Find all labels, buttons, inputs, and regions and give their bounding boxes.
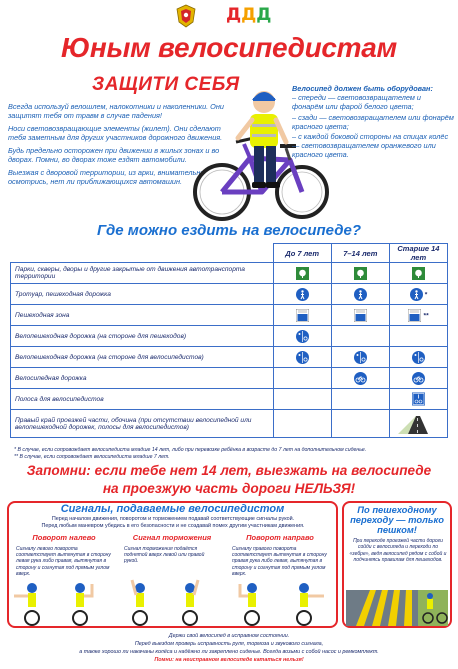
table-row: [11, 305, 448, 326]
pedestrian-sign-icon: [354, 288, 367, 301]
equipment-item-front: – спереди — световозвращателем и фонарём или фарой белого цвета;: [292, 93, 421, 112]
equipment-item-side: – с каждой боковой стороны на спицах колёс — световозвращателем оранжевого или красного цвета.: [292, 132, 449, 160]
remember-line-2: на проезжую часть дороги НЕЛЬЗЯ!: [102, 481, 356, 496]
pedestrian-crossing-title: По пешеходному переходу — только пешком!: [350, 504, 444, 535]
pedestrian-sign-icon: [296, 288, 309, 301]
table-header-row: [11, 244, 448, 263]
tip-helmet: Всегда используй велошлем, налокотники и наколенники. Они защитят тебя от травм в случае падения!: [8, 102, 224, 120]
bike-pedestrian-path-sign-icon: [354, 351, 367, 364]
signal-right-alt-icon: [297, 583, 324, 625]
bicycle-path-sign-icon: [412, 372, 425, 385]
pedestrian-sign-icon: [410, 288, 423, 301]
ddd-logo: [226, 4, 282, 26]
row-label: Велопешеходная дорожка (на стороне для пешеходов): [11, 326, 274, 347]
remember-warning: [0, 462, 458, 498]
maintenance-line-3: а также хорошо ли накачаны колёса и надёжно ли закреплено сиденье. Всегда возьми с собой насос и ремкомплект.: [79, 649, 379, 655]
signal-left-text: Сигналу левого поворота соответствует вытянутая в сторону левая рука либо правая, вытянутая в сторону и согнутая под прямым углом вверх.: [16, 546, 111, 577]
footnote-mark: *: [424, 290, 428, 298]
signal-brake-text: Сигнал торможения подаётся поднятой вверх левой или правой рукой.: [124, 546, 205, 565]
bike-lane-sign-icon: [412, 391, 425, 407]
row-label: Тротуар, пешеходная дорожка: [11, 284, 274, 305]
table-row: [11, 410, 448, 438]
hand-signals-illustration: [12, 578, 334, 626]
row-label: Парки, скверы, дворы и другие закрытые от движения автотранспорта территории: [11, 263, 274, 284]
equipment-item-rear: – сзади — световозвращателем или фонарём красного цвета;: [292, 112, 454, 131]
bike-equipment: [292, 84, 454, 161]
signals-title: Сигналы, подаваемые велосипедистом: [60, 503, 285, 515]
row-label: Велопешеходная дорожка (на стороне для велосипедистов): [11, 347, 274, 368]
maintenance-tips: [0, 632, 458, 664]
table-row: [11, 368, 448, 389]
signal-left-title: Поворот налево: [32, 533, 96, 542]
signal-right-title: Поворот направо: [246, 533, 314, 542]
row-label: Велосипедная дорожка: [11, 368, 274, 389]
table-row: [11, 263, 448, 284]
pedestrian-zone-sign-icon: [408, 309, 421, 322]
col-over-14: Старше 14 лет: [389, 244, 447, 263]
logo-letter-3: Д: [256, 5, 272, 25]
where-ride-table: [10, 243, 448, 438]
tip-exit: Выезжая с дворовой территории, из арки, внимательно осмотрись, нет ли приближающихся автомашин.: [8, 168, 205, 186]
road-edge-icon: [398, 414, 438, 434]
remember-line-1: Запомни: если тебе нет 14 лет, выезжать на велосипеде: [26, 463, 432, 478]
zebra-crossing-illustration: [346, 590, 448, 626]
signal-right-text: Сигналу правого поворота соответствует вытянутая в сторону правая рука либо левая, вытянутая в сторону и согнутая под прямым углом вверх.: [232, 546, 327, 577]
signal-left-alt-icon: [73, 583, 92, 625]
equipment-heading: Велосипед должен быть оборудован:: [292, 84, 433, 93]
bicycle-path-sign-icon: [354, 372, 367, 385]
row-label: Правый край проезжей части, обочина (при отсутствии велосипедной или велопешеходной дорожек, полосы для велосипедистов): [11, 410, 274, 438]
signal-right-arm-icon: [240, 583, 259, 625]
maintenance-line-2: Перед выездом проверь исправность руля, тормоза и звукового сигнала,: [134, 641, 324, 647]
signals-intro-2: Перед любым маневром убедись в его безопасности и не создавай помех другим участникам движения.: [41, 523, 305, 529]
signals-intro-1: Перед началом движения, поворотом и торможением подавай соответствующие сигналы рукой.: [51, 516, 295, 522]
logo-letter-1: Д: [226, 5, 242, 25]
table-row: [11, 347, 448, 368]
pedestrian-zone-sign-icon: [296, 309, 309, 322]
signal-brake-title: Сигнал торможения: [132, 533, 212, 542]
maintenance-line-1: Держи свой велосипед в исправном состоянии.: [168, 633, 290, 639]
bike-pedestrian-path-sign-icon: [296, 330, 309, 343]
signal-brake-left-icon: [132, 580, 147, 625]
table-row: [11, 389, 448, 410]
footnote-1: * В случае, если сопровождает велосипедиста младше 14 лет, либо при перевозке ребёнка в возрасте до 7 лет на дополнительном сиденье.: [14, 447, 367, 453]
table-row: [11, 284, 448, 305]
signal-brake-right-icon: [183, 580, 198, 625]
where-ride-title: Где можно ездить на велосипеде?: [97, 222, 361, 239]
page-subtitle: ЗАЩИТИ СЕБЯ: [92, 74, 240, 95]
park-sign-icon: [412, 267, 425, 280]
signal-left-arm-icon: [14, 583, 39, 625]
row-label: Полоса для велосипедистов: [11, 389, 274, 410]
tip-yards: Будь предельно осторожен при движении в жилых зонах и во дворах. Помни, во дворах тоже ездят автомобили.: [8, 146, 220, 164]
footnote-2: ** В случае, если сопровождает велосипедиста младше 7 лет.: [14, 454, 170, 460]
bike-pedestrian-path-sign-icon: [296, 351, 309, 364]
signals-intro: [14, 516, 332, 530]
park-sign-icon: [354, 267, 367, 280]
col-under-7: До 7 лет: [273, 244, 331, 263]
pedestrian-zone-sign-icon: [354, 309, 367, 322]
row-label: Пешеходная зона: [11, 305, 274, 326]
logo-letter-2: Д: [241, 5, 257, 25]
col-7-14: 7–14 лет: [331, 244, 389, 263]
page-title: Юным велосипедистам: [61, 32, 397, 63]
maintenance-warning: Помни: на неисправном велосипеде кататься нельзя!: [154, 657, 304, 663]
bike-pedestrian-path-sign-icon: [412, 351, 425, 364]
tip-reflective: Носи световозвращающие элементы (жилет). Они сделают тебя заметным для других участников дорожного движения.: [8, 124, 223, 142]
footnote-mark: **: [423, 311, 429, 319]
traffic-police-emblem-icon: [176, 4, 196, 28]
pedestrian-crossing-text: При переходе проезжей части дороги сойди с велосипеда и переходи по «зебре», ведя велосипед рядом с собой и подчиняясь правилам для пешеходов.: [349, 538, 447, 564]
park-sign-icon: [296, 267, 309, 280]
table-row: [11, 326, 448, 347]
